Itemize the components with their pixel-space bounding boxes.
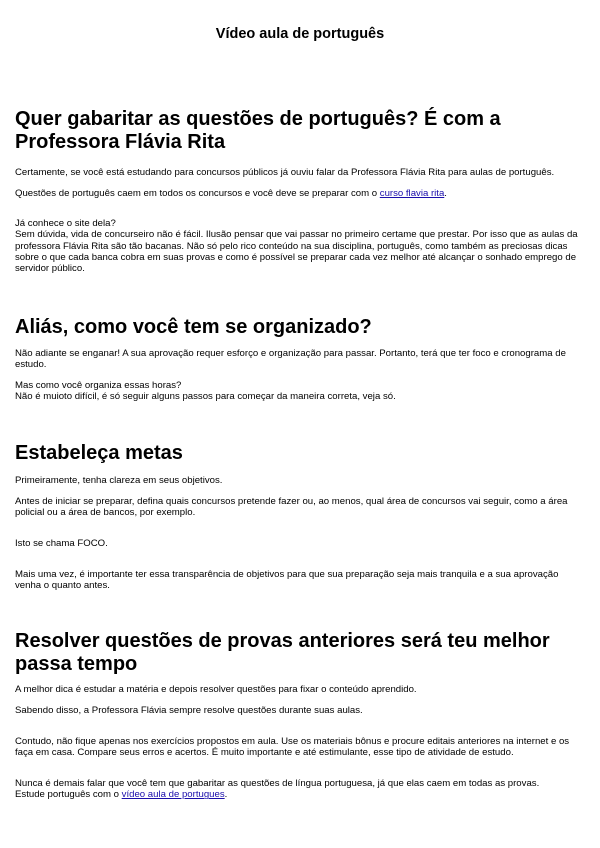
- paragraph-with-link: [15, 778, 587, 801]
- paragraph-text: Estude português com o: [15, 789, 122, 801]
- paragraph: Sabendo disso, a Professora Flávia sempre resolve questões durante suas aulas.: [15, 705, 363, 716]
- paragraph: [15, 380, 587, 403]
- paragraph-line: Nunca é demais falar que você tem que gabaritar as questões de língua portuguesa, já que elas caem em todas as provas.: [15, 778, 540, 789]
- paragraph-text: Sem dúvida, vida de concurseiro não é fácil. Ilusão pensar que vai passar no primeiro certame que prestar. Por isso que as aulas da professora Flávia Rita são tão bacanas. Não só pelo rico conteúdo na sua disciplina, português, como também as preciosas dicas sobre o que cada banca cobra em suas provas e como é possível se preparar cada vez melhor até alcançar o sonhado emprego de servidor público.: [15, 229, 578, 275]
- section-heading-questoes: Resolver questões de provas anteriores será teu melhor passa tempo: [15, 630, 550, 675]
- paragraph: Antes de iniciar se preparar, defina quais concursos pretende fazer ou, ao menos, qual área de concursos vai seguir, como a área policial ou a área de bancos, por exemplo.: [15, 496, 568, 519]
- paragraph-line: Não é muioto difícil, é só seguir alguns passos para começar da maneira correta, veja só.: [15, 391, 396, 403]
- paragraph-line: Mas como você organiza essas horas?: [15, 380, 182, 391]
- paragraph: Certamente, se você está estudando para concursos públicos já ouviu falar da Professora Flávia Rita para aulas de português.: [15, 167, 555, 178]
- paragraph-line: Já conhece o site dela?: [15, 218, 116, 229]
- section-heading-metas: Estabeleça metas: [15, 442, 183, 464]
- paragraph-end: .: [224, 789, 228, 801]
- paragraph: Mais uma vez, é importante ter essa transparência de objetivos para que sua preparação seja mais tranquila e a sua aprovação venha o quanto antes.: [15, 569, 559, 592]
- section-heading-organizado: Aliás, como você tem se organizado?: [15, 316, 372, 338]
- paragraph-end: .: [444, 188, 447, 199]
- paragraph-with-link: [15, 188, 587, 199]
- paragraph-text: Questões de português caem em todos os concursos e você deve se preparar com o: [15, 188, 380, 199]
- paragraph: A melhor dica é estudar a matéria e depois resolver questões para fixar o conteúdo aprendido.: [15, 684, 417, 695]
- paragraph: Contudo, não fique apenas nos exercícios propostos em aula. Use os materiais bônus e procure editais anteriores na internet e os faça em casa. Compare seus erros e acertos. É muito importante e até estimulante, esse tipo de atividade de estudo.: [15, 736, 570, 759]
- paragraph: Primeiramente, tenha clareza em seus objetivos.: [15, 475, 223, 486]
- paragraph: Isto se chama FOCO.: [15, 538, 108, 549]
- curso-flavia-rita-link[interactable]: curso flavia rita: [379, 188, 445, 199]
- section-heading-professora: Quer gabaritar as questões de português? É com a Professora Flávia Rita: [15, 108, 501, 153]
- paragraph: Não adiante se enganar! A sua aprovação requer esforço e organização para passar. Portanto, terá que ter foco e cronograma de estudo.: [15, 348, 566, 371]
- video-aula-link[interactable]: vídeo aula de portugues: [121, 789, 225, 801]
- document-title: Vídeo aula de português: [215, 26, 385, 42]
- paragraph: [15, 218, 587, 274]
